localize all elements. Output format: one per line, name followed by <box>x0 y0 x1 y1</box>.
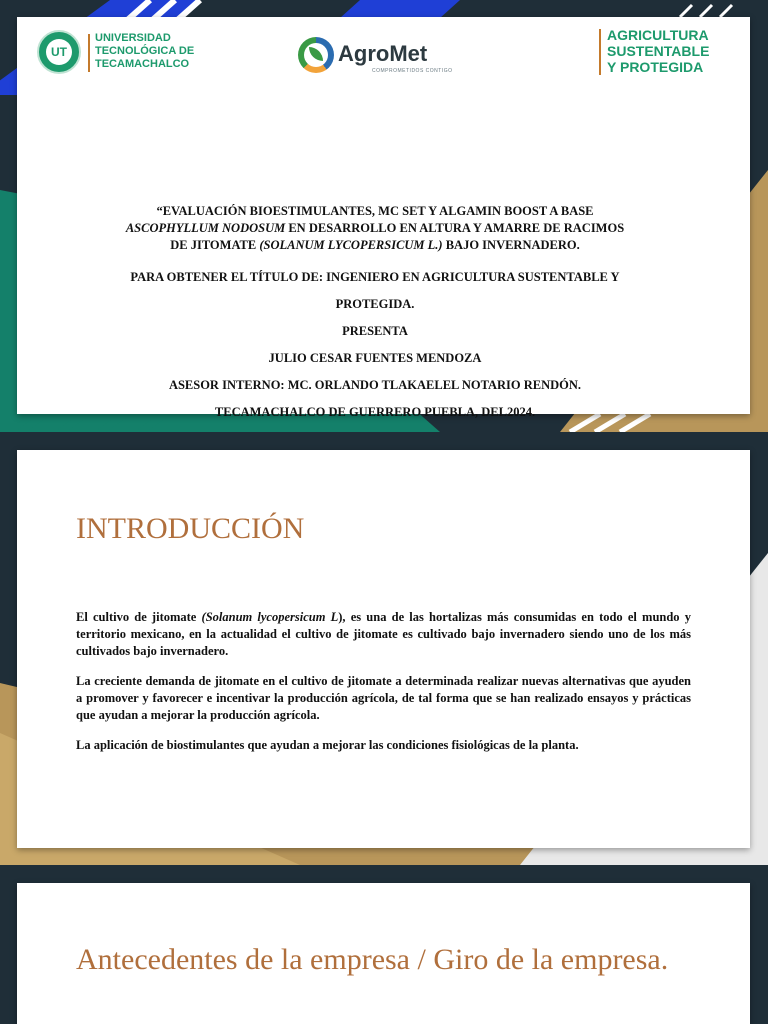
agromet-mark-icon <box>298 37 334 73</box>
title-line-3-start: DE JITOMATE <box>170 238 260 252</box>
thesis-title-block <box>90 203 660 426</box>
title-line-2: EN DESARROLLO EN ALTURA Y AMARRE DE RACIMOS <box>285 221 625 235</box>
ut-crest-icon <box>37 30 81 74</box>
advisor-line: ASESOR INTERNO: MC. ORLANDO TLAKAELEL NOTARIO RENDÓN. <box>168 378 582 392</box>
agromet-name: AgroMet <box>338 41 428 66</box>
degree-text <box>90 264 660 318</box>
ut-line-1: UNIVERSIDAD <box>95 32 171 44</box>
introduction-heading: INTRODUCCIÓN <box>76 512 305 545</box>
p1-rest: ), es una de las hortalizas más consumidas en todo el mundo y territorio mexicano, en la actualidad el cultivo de jitomate es cultivado bajo invernadero siendo uno de los más cultivados bajo invernadero. <box>76 610 691 658</box>
degree-line-2: PROTEGIDA. <box>335 297 415 311</box>
ut-initials: UT <box>46 39 72 65</box>
title-italic-species: ASCOPHYLLUM NODOSUM <box>125 221 286 235</box>
presenta-label: PRESENTA <box>342 324 408 338</box>
ut-logo <box>37 27 207 83</box>
ut-logo-text <box>95 32 210 71</box>
thesis-title <box>90 203 660 254</box>
p1-start: El cultivo de jitomate <box>76 610 202 624</box>
title-slide <box>0 0 768 432</box>
program-line-2: SUSTENTABLE <box>607 43 710 59</box>
title-line-3-end: BAJO INVERNADERO. <box>442 238 580 252</box>
ut-line-2: TECNOLÓGICA DE <box>95 45 195 57</box>
intro-paragraph-2: La creciente demanda de jitomate en el cultivo de jitomate a determinada realizar nuevas alternativas que ayuden a promover y favorecer e incentivar la producción agrícola, de tal forma que se han realizado ensayos y prácticas que ayudan a mejorar la producción agrícola. <box>76 674 691 722</box>
degree-line-1: PARA OBTENER EL TÍTULO DE: INGENIERO EN AGRICULTURA SUSTENTABLE Y <box>130 270 620 284</box>
intro-paragraph-1 <box>76 609 691 660</box>
p1-italic-species: (Solanum lycopersicum L <box>201 610 339 624</box>
introduction-body <box>76 609 691 767</box>
program-line-1: AGRICULTURA <box>607 27 709 43</box>
ut-line-3: TECAMACHALCO <box>95 58 190 70</box>
title-line-1: “EVALUACIÓN BIOESTIMULANTES, MC SET Y ALGAMIN BOOST A BASE <box>156 204 594 218</box>
introduction-slide <box>0 433 768 865</box>
place-date: TECAMACHALCO DE GUERRERO PUEBLA, DEL2024. <box>214 405 536 419</box>
company-background-slide <box>0 866 768 1024</box>
company-background-card <box>17 883 750 1024</box>
program-logo <box>599 27 739 87</box>
logo-divider <box>599 29 601 75</box>
logo-divider <box>88 34 90 72</box>
program-line-3: Y PROTEGIDA <box>607 59 704 75</box>
introduction-card <box>17 450 750 848</box>
program-logo-text <box>607 27 709 75</box>
intro-paragraph-3: La aplicación de biostimulantes que ayudan a mejorar las condiciones fisiológicas de la planta. <box>76 738 579 752</box>
agromet-tagline: COMPROMETIDOS CONTIGO <box>372 68 453 74</box>
author-name: JULIO CESAR FUENTES MENDOZA <box>268 351 482 365</box>
company-background-heading: Antecedentes de la empresa / Giro de la empresa. <box>76 943 669 976</box>
agromet-logo <box>298 37 458 77</box>
title-italic-tomato: (SOLANUM LYCOPERSICUM L.) <box>259 238 443 252</box>
